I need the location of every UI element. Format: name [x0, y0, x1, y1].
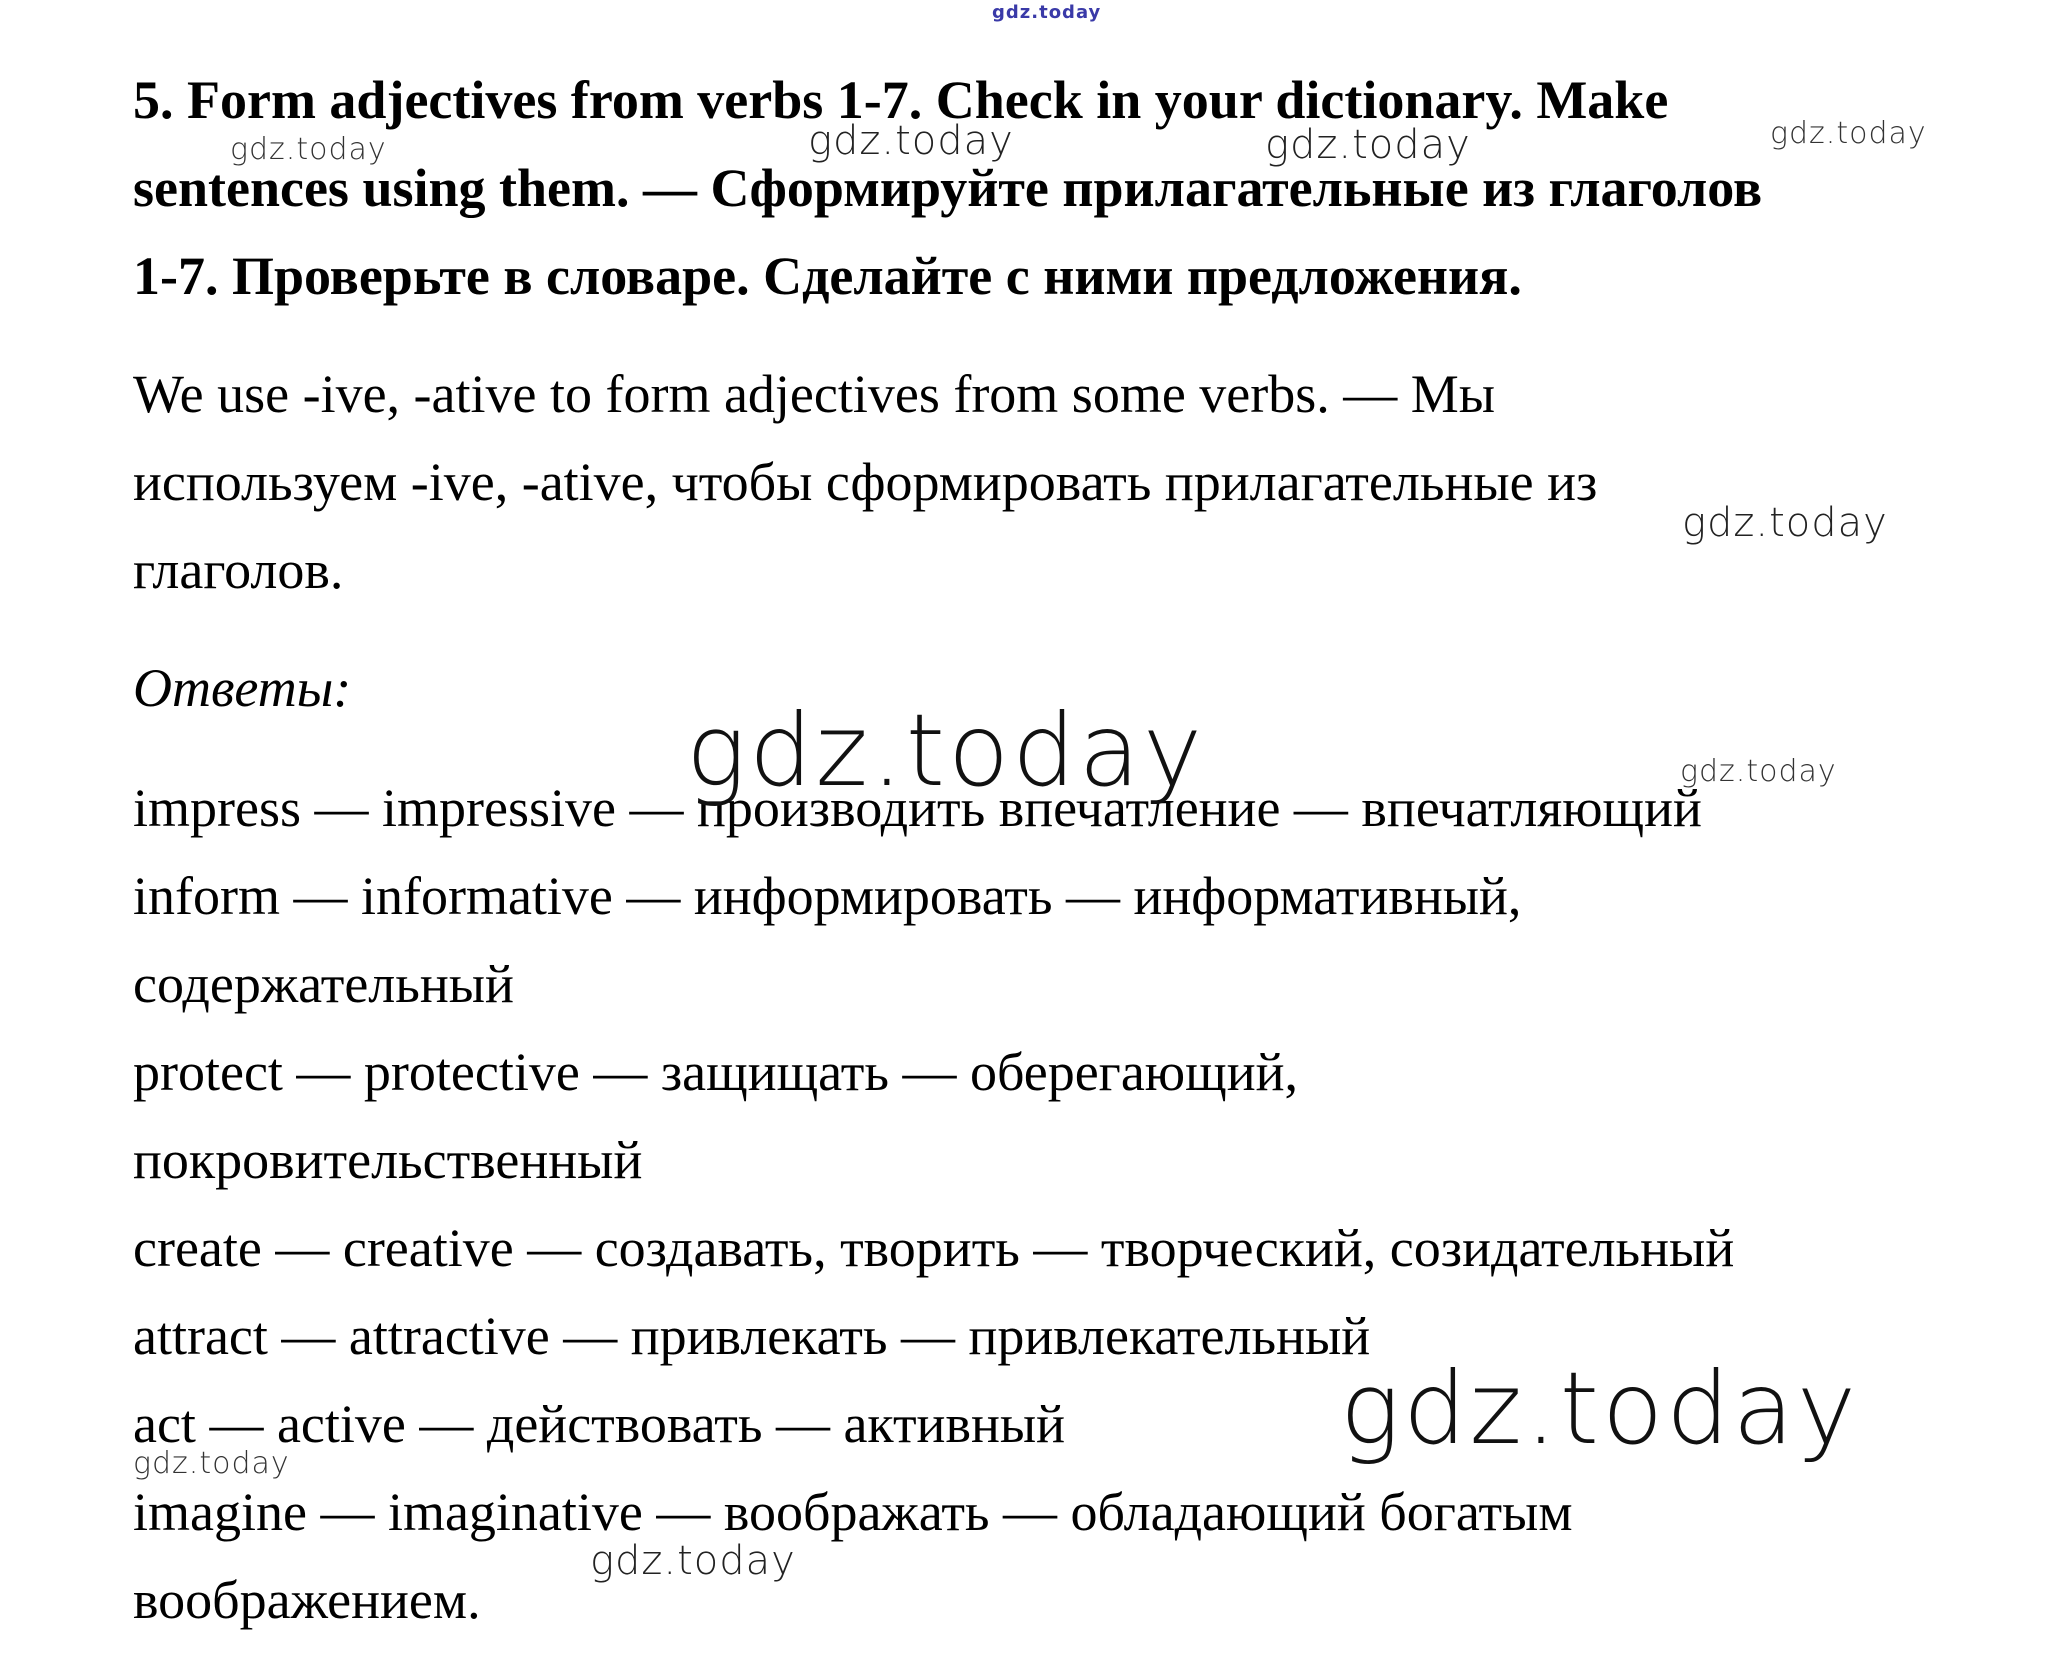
intro-line-2: используем -ive, -ative, чтобы сформировать прилагательные из [133, 452, 1598, 512]
watermark-large: gdz.today [1340, 1350, 1860, 1467]
watermark: gdz.today [1265, 122, 1471, 168]
watermark: gdz.today [590, 1538, 796, 1584]
answer-line-impress: impress — impressive — производить впечатление — впечатляющий [133, 778, 1702, 838]
task-heading-line-1: 5. Form adjectives from verbs 1-7. Check in your dictionary. Make [133, 70, 1669, 130]
answer-line-attract: attract — attractive — привлекать — привлекательный [133, 1306, 1371, 1366]
watermark: gdz.today [1770, 116, 1927, 151]
answer-line-inform-cont: содержательный [133, 954, 514, 1014]
intro-line-3: глаголов. [133, 540, 344, 600]
answer-line-imagine: imagine — imaginative — воображать — обладающий богатым [133, 1482, 1573, 1542]
watermark: gdz.today [230, 132, 387, 167]
answer-line-act: act — active — действовать — активный [133, 1394, 1066, 1454]
watermark: gdz.today [808, 118, 1014, 164]
answers-label: Ответы: [133, 658, 352, 718]
task-heading-line-2: sentences using them. — Сформируйте прилагательные из глаголов [133, 158, 1763, 218]
answer-line-imagine-cont: воображением. [133, 1570, 481, 1630]
answer-line-protect: protect — protective — защищать — оберегающий, [133, 1042, 1299, 1102]
intro-line-1: We use -ive, -ative to form adjectives from some verbs. — Мы [133, 364, 1496, 424]
watermark-top: gdz.today [992, 2, 1102, 23]
answer-line-create: create — creative — создавать, творить — творческий, созидательный [133, 1218, 1735, 1278]
answer-line-inform: inform — informative — информировать — информативный, [133, 866, 1522, 926]
watermark-large: gdz.today [686, 692, 1206, 809]
answer-line-protect-cont: покровительственный [133, 1130, 643, 1190]
watermark: gdz.today [1680, 754, 1837, 789]
task-heading-line-3: 1-7. Проверьте в словаре. Сделайте с ними предложения. [133, 246, 1522, 306]
watermark: gdz.today [1682, 500, 1888, 546]
watermark: gdz.today [133, 1446, 290, 1481]
